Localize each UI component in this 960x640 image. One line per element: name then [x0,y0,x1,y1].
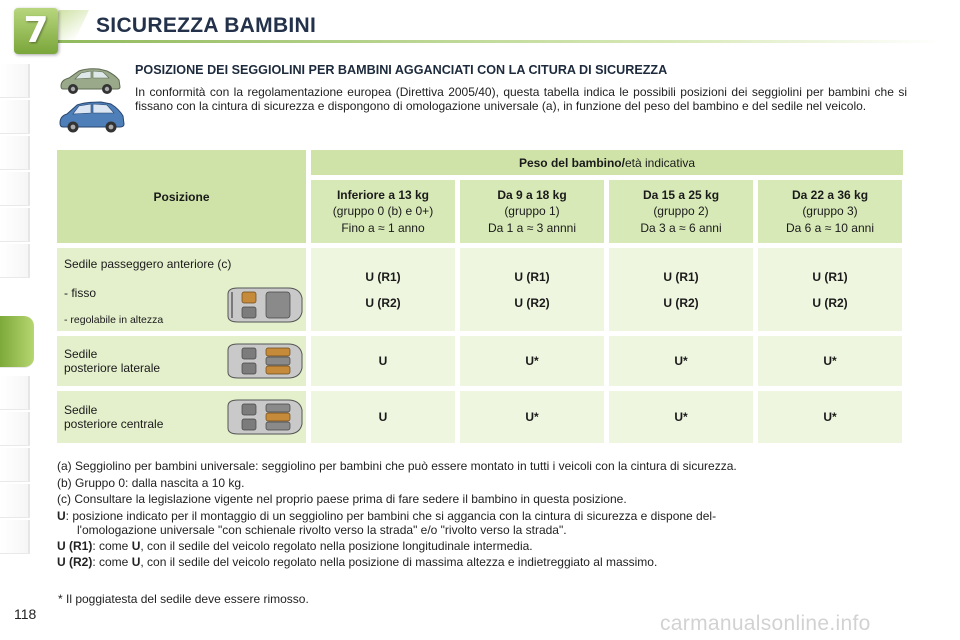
cell-rear-center-group-2: U* [609,391,753,443]
note-r2-text-a: : come [92,555,132,569]
note-r1-u: U [131,539,141,553]
group-name: (gruppo 2) [653,204,709,219]
weight-group-2 [609,180,753,243]
group-title: Da 22 a 36 kg [791,187,869,202]
row-label-rear-center [57,391,306,443]
side-tab[interactable] [0,100,30,134]
page-number: 118 [14,606,37,622]
car-topview-rear-side-seat-icon [222,342,304,380]
group-title: Da 15 a 25 kg [642,187,720,202]
note-u-key: U [57,509,66,523]
value-r2: U (R2) [812,295,848,310]
rear-center-label-2: posteriore centrale [64,417,164,431]
cell-front-group-0 [311,248,455,331]
cell-front-group-3 [758,248,902,331]
front-seat-adjustable: - regolabile in altezza [64,314,164,326]
group-age: Da 3 a ≈ 6 anni [640,220,722,235]
side-tab-active[interactable] [0,316,34,368]
side-tab[interactable] [0,244,30,278]
row-label-rear-side [57,336,306,386]
weight-group-1 [460,180,604,243]
car-mpv-blue-icon [57,100,127,134]
rear-center-label-1: Sedile [64,403,98,417]
intro-paragraph: In conformità con la regolamentazione europea (Direttiva 2005/40), questa tabella indica le possibili posizioni dei seggiolini per bambini che si fissano con la cintura di sicurezza e dispongono di omologazione universale (a), in funzione del peso del bambino e del sedile nel veicolo. [135,85,907,113]
weight-header [311,150,903,175]
cell-rear-side-group-2: U* [609,336,753,386]
side-tab[interactable] [0,484,30,518]
value-r1: U (R1) [663,269,699,284]
chapter-badge [14,8,58,54]
car-hatchback-green-icon [57,66,123,96]
group-name: (gruppo 0 (b) e 0+) [332,204,434,219]
watermark: carmanualsonline.info [660,612,871,635]
note-b: (b) Gruppo 0: dalla nascita a 10 kg. [57,476,245,490]
rear-side-label-2: posteriore laterale [64,361,161,375]
cell-rear-center-group-0: U [311,391,455,443]
row-label-front-passenger [57,248,306,331]
note-r2-u: U [131,555,141,569]
note-c: (c) Consultare la legislazione vigente nel proprio paese prima di fare sedere il bambino in questa posizione. [57,492,627,506]
group-age: Da 1 a ≈ 3 annni [488,220,576,235]
note-r1-text-a: : come [92,539,132,553]
note-r2 [57,555,907,569]
value-r1: U (R1) [812,269,848,284]
side-chapter-tabs [0,64,34,578]
note-u-text: : posizione indicato per il montaggio di un seggiolino per bambini che si aggancia con la cintura di sicurezza e dispone del- [65,509,717,523]
group-name: (gruppo 3) [802,204,858,219]
side-tab[interactable] [0,448,30,482]
footnote-headrest: * Il poggiatesta del sedile deve essere rimosso. [58,592,309,606]
position-header: Posizione [57,150,306,243]
side-tab[interactable] [0,520,30,554]
group-age: Da 6 a ≈ 10 anni [786,220,874,235]
car-topview-front-seat-icon [222,286,304,324]
group-age: Fino a ≈ 1 anno [341,220,425,235]
side-tab[interactable] [0,412,30,446]
value-r2: U (R2) [365,295,401,310]
weight-group-0 [311,180,455,243]
note-u [57,509,907,523]
cell-rear-side-group-0: U [311,336,455,386]
header-underline [40,40,940,43]
group-title: Da 9 a 18 kg [497,187,567,202]
group-title: Inferiore a 13 kg [336,187,430,202]
weight-header-bold: Peso del bambino/ [518,155,625,170]
chapter-number: 7 [23,10,49,51]
chapter-header [0,0,960,51]
weight-header-rest: età indicativa [624,155,696,170]
side-tab[interactable] [0,64,30,98]
note-r1-key: U (R1) [57,539,93,553]
group-name: (gruppo 1) [504,204,560,219]
note-r1-text-b: , con il sedile del veicolo regolato nella posizione longitudinale intermedia. [140,539,533,553]
value-r2: U (R2) [663,295,699,310]
section-title: POSIZIONE DEI SEGGIOLINI PER BAMBINI AGGANCIATI CON LA CITURA DI SICUREZZA [135,63,668,77]
chapter-title: SICUREZZA BAMBINI [96,14,317,37]
cell-rear-center-group-1: U* [460,391,604,443]
front-seat-label: Sedile passeggero anteriore (c) [64,257,232,271]
car-topview-rear-center-seat-icon [222,398,304,436]
rear-side-label-1: Sedile [64,347,98,361]
side-tab[interactable] [0,136,30,170]
cell-front-group-2 [609,248,753,331]
cell-rear-center-group-3: U* [758,391,902,443]
value-r1: U (R1) [514,269,550,284]
note-r2-key: U (R2) [57,555,93,569]
note-r1 [57,539,907,553]
value-r1: U (R1) [365,269,401,284]
weight-group-3 [758,180,902,243]
front-seat-fixed: - fisso [64,286,97,300]
value-r2: U (R2) [514,295,550,310]
cell-rear-side-group-1: U* [460,336,604,386]
cell-rear-side-group-3: U* [758,336,902,386]
side-tab[interactable] [0,172,30,206]
side-tab[interactable] [0,208,30,242]
side-tab[interactable] [0,376,30,410]
cell-front-group-1 [460,248,604,331]
note-a: (a) Seggiolino per bambini universale: seggiolino per bambini che può essere montato in tutti i veicoli con la cintura di sicurezza. [57,459,737,473]
note-r2-text-b: , con il sedile del veicolo regolato nella posizione di massima altezza e indietreggiato al massimo. [140,555,658,569]
note-u-continued: l'omologazione universale "con schienale rivolto verso la strada" e/o "rivolto verso la strada". [77,523,567,537]
